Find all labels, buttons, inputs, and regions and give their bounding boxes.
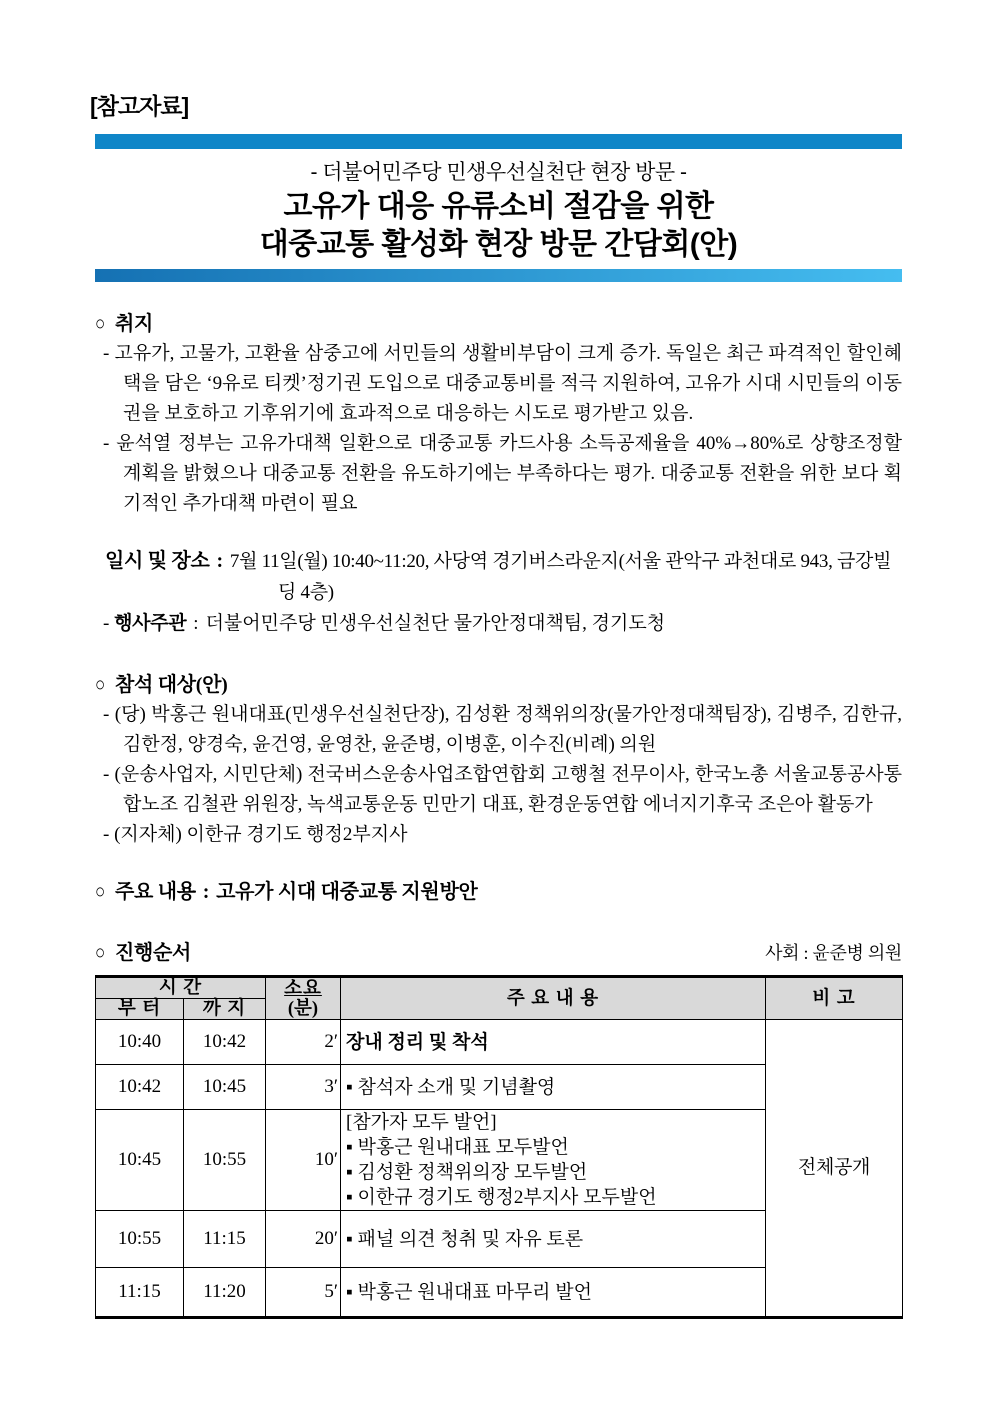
circle-bullet-icon: ○ [95, 312, 105, 335]
content-cell [341, 1110, 766, 1211]
time-from-cell: 10:40 [96, 1020, 184, 1065]
purpose-heading-label: 취지 [114, 313, 154, 335]
time-to-cell: 11:15 [184, 1211, 266, 1268]
colon-separator: : [193, 613, 199, 634]
time-to-cell: 10:55 [184, 1110, 266, 1211]
duration-cell: 10′ [266, 1110, 341, 1211]
purpose-item [95, 339, 902, 429]
purpose-heading [95, 309, 902, 339]
schedule-row [96, 1020, 903, 1065]
purpose-item [95, 429, 902, 519]
col-header-duration [266, 977, 341, 1020]
attendees-heading-label: 참석 대상(안) [114, 674, 228, 696]
time-from-cell: 11:15 [96, 1268, 184, 1318]
doc-title-line1: 고유가 대응 유류소비 절감을 위한 [283, 190, 714, 223]
time-from-cell: 10:45 [96, 1110, 184, 1211]
duration-header-bottom: (분) [287, 998, 319, 1019]
note-cell: 전체공개 [766, 1020, 903, 1318]
main-topic-value: 고유가 시대 대중교통 지원방안 [216, 881, 478, 903]
doc-title-line2: 대중교통 활성화 현장 방문 간담회(안) [259, 228, 738, 261]
moderator-note: 사회 : 윤준병 의원 [765, 943, 902, 963]
datetime-value: 7월 11일(월) 10:40~11:20, 사당역 경기버스라운지(서울 관악구 과천대로 943, 금강빌딩 4층) [229, 551, 892, 603]
doc-tag: [참고자료] [90, 93, 189, 119]
host-value: 더불어민주당 민생우선실천단 물가안정대책팀, 경기도청 [205, 613, 666, 634]
attendee-item [95, 760, 902, 820]
content-cell [341, 1268, 766, 1318]
schedule-heading [95, 938, 191, 968]
purpose-item-text: 고유가, 고물가, 고환율 삼중고에 서민들의 생활비부담이 크게 증가. 독일은 최근 파격적인 할인혜택을 담은 ‘9유로 티켓’정기권 도입으로 대중교통비를 적극 지원하여, 고유가 시대 시민들의 이동권을 보호하고 기후위기에 효과적으로 대응하는 시도로 평가받고 있음. [114, 343, 902, 424]
schedule-heading-label: 진행순서 [114, 942, 192, 964]
col-header-to: 까 지 [184, 999, 266, 1020]
dash-bullet: - [103, 433, 110, 454]
schedule-table-header [96, 977, 903, 1020]
content-line: ▪ 박홍근 원내대표 모두발언 [346, 1137, 569, 1158]
circle-bullet-icon: ○ [95, 880, 105, 903]
duration-cell: 3′ [266, 1065, 341, 1110]
content-line: ▪ 김성환 정책위의장 모두발언 [346, 1162, 588, 1183]
colon-separator: : [202, 881, 210, 903]
main-topic-label: 주요 내용 [114, 881, 196, 903]
schedule-table-body [96, 1020, 903, 1318]
circle-bullet-icon: ○ [95, 673, 105, 696]
attendee-item [95, 700, 902, 760]
purpose-item-text: 윤석열 정부는 고유가대책 일환으로 대중교통 카드사용 소득공제율을 40%→80%로 상향조정할 계획을 밝혔으나 대중교통 전환을 유도하기에는 부족하다는 평가. 대중교통 전환을 위한 보다 획기적인 추가대책 마련이 필요 [116, 433, 903, 514]
attendee-item [95, 820, 902, 850]
attendee-item-text: (당) 박홍근 원내대표(민생우선실천단장), 김성환 정책위의장(물가안정대책팀장), 김병주, 김한규, 김한정, 양경숙, 윤건영, 윤영찬, 윤준병, 이병훈, 이수진(비례) 의원 [114, 704, 902, 755]
host-label: 행사주관 [114, 613, 187, 634]
doc-subtitle: - 더불어민주당 민생우선실천단 현장 방문 - [310, 161, 687, 184]
content-line: ▪ 패널 의견 청취 및 자유 토론 [346, 1228, 584, 1250]
content-cell [341, 1065, 766, 1110]
content-cell [341, 1211, 766, 1268]
duration-header-top: 소요 [284, 978, 322, 999]
host-line [95, 609, 902, 639]
gradient-blue-bar [95, 269, 902, 282]
dash-bullet: - [103, 704, 110, 725]
dash-bullet: - [103, 613, 110, 634]
dash-bullet: - [103, 343, 110, 364]
dash-bullet: - [103, 824, 110, 845]
col-header-note: 비 고 [766, 977, 903, 1020]
content-cell [341, 1020, 766, 1065]
content-line: ▪ 이한규 경기도 행정2부지사 모두발언 [346, 1187, 657, 1208]
schedule-heading-row [95, 938, 902, 968]
dash-bullet: - [103, 764, 110, 785]
attendees-heading [95, 670, 902, 700]
time-from-cell: 10:42 [96, 1065, 184, 1110]
datetime-label: 일시 및 장소 [105, 550, 210, 572]
duration-cell: 2′ [266, 1020, 341, 1065]
top-blue-bar [95, 134, 902, 149]
content-line: ▪ 참석자 소개 및 기념촬영 [346, 1076, 556, 1098]
content-line: [참가자 모두 발언] [346, 1112, 497, 1133]
time-from-cell: 10:55 [96, 1211, 184, 1268]
col-header-from: 부 터 [96, 999, 184, 1020]
col-header-content: 주 요 내 용 [341, 977, 766, 1020]
doc-title [95, 188, 902, 264]
time-to-cell: 10:42 [184, 1020, 266, 1065]
schedule-table [95, 975, 903, 1319]
attendee-item-text: (지자체) 이한규 경기도 행정2부지사 [114, 824, 408, 845]
duration-cell: 5′ [266, 1268, 341, 1318]
content-line: 장내 정리 및 착석 [346, 1031, 489, 1053]
col-header-time: 시 간 [96, 977, 266, 999]
datetime-line [95, 546, 902, 608]
attendee-item-text: (운송사업자, 시민단체) 전국버스운송사업조합연합회 고행철 전무이사, 한국노총 서울교통공사통합노조 김철관 위원장, 녹색교통운동 민만기 대표, 환경운동연합 에너지기후국 조은아 활동가 [114, 764, 902, 815]
time-to-cell: 11:20 [184, 1268, 266, 1318]
content-line: ▪ 박홍근 원내대표 마무리 발언 [346, 1281, 592, 1303]
main-topic-line [95, 877, 902, 907]
circle-bullet-icon: ○ [95, 941, 105, 964]
duration-cell: 20′ [266, 1211, 341, 1268]
colon-separator: : [216, 550, 223, 572]
time-to-cell: 10:45 [184, 1065, 266, 1110]
